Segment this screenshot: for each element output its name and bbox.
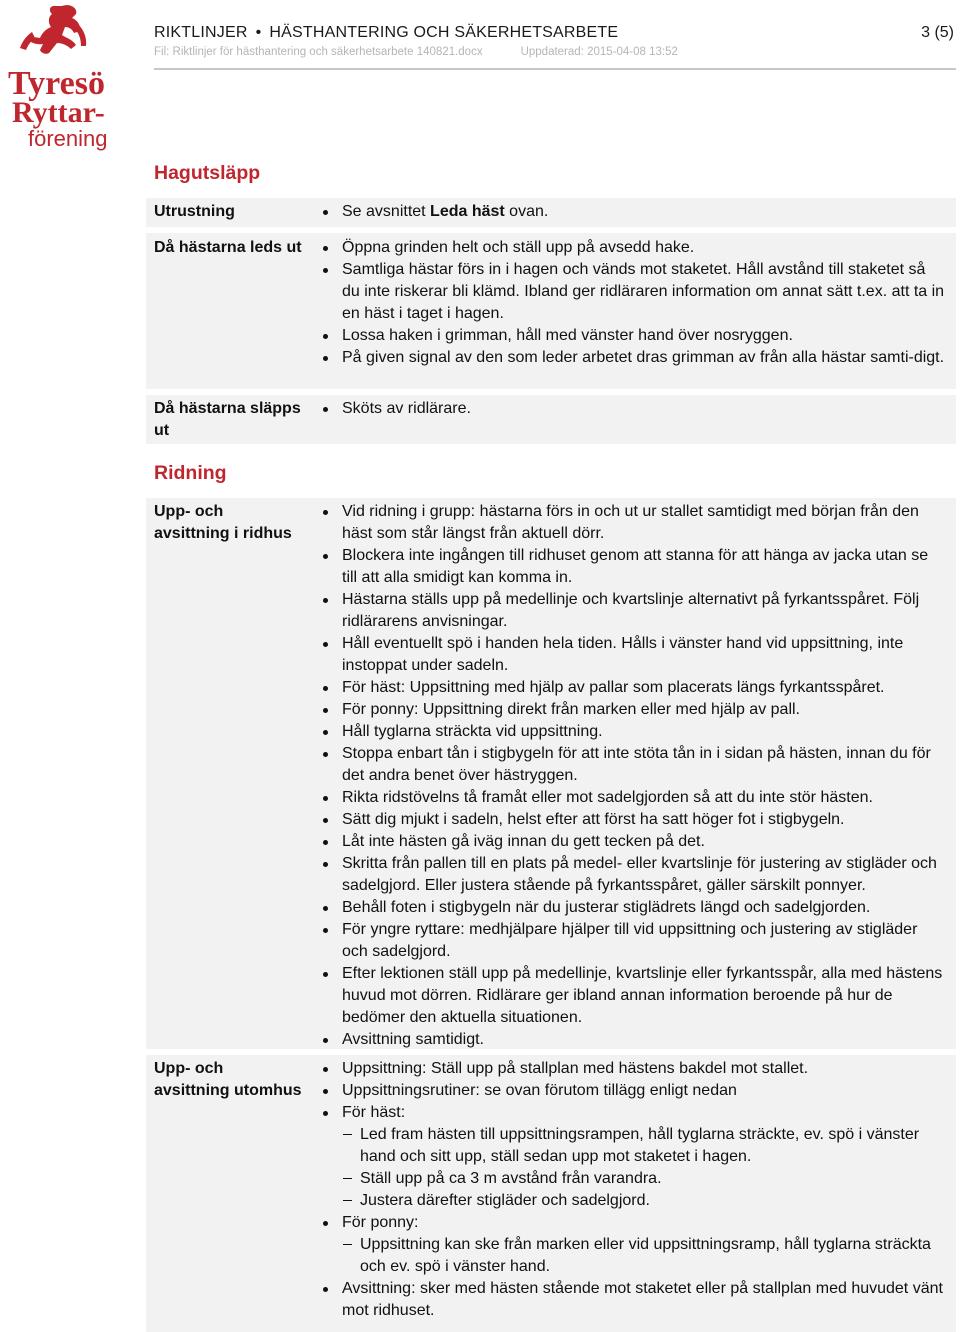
list-item: Sköts av ridlärare. (322, 398, 946, 420)
row-label: Upp- och avsittning utomhus (154, 1060, 302, 1099)
row-content (308, 501, 956, 1049)
sub-list-item: Uppsittning kan ske från marken eller vid uppsittningsramp, håll tyglarna sträckta och ev. spö i vänster hand. (342, 1234, 946, 1278)
table-row (146, 1055, 956, 1332)
row-content (308, 237, 956, 389)
list-item: Blockera inte ingången till ridhuset genom att stanna för att hänga av jacka utan se till att alla smidigt kan komma in. (322, 545, 946, 589)
list-item: För yngre ryttare: medhjälpare hjälper till vid uppsittning och justering av stigläder och sadelgjord. (322, 919, 946, 963)
logo-text-tyreso: Tyresö (8, 65, 105, 102)
row-label: Då hästarna släpps ut (154, 400, 301, 439)
horse-rider-emblem (20, 5, 86, 54)
list-item: Låt inte hästen gå iväg innan du gett tecken på det. (322, 831, 946, 853)
sub-list-item: Justera därefter stigläder och sadelgjord. (342, 1190, 946, 1212)
header-divider (154, 68, 956, 70)
row-label: Upp- och avsittning i ridhus (154, 503, 292, 542)
section-heading-hagutslapp: Hagutsläpp (154, 162, 261, 184)
list-item: Håll eventuellt spö i handen hela tiden. Hålls i vänster hand vid uppsittning, inte instoppat under sadeln. (322, 633, 946, 677)
list-item: Sätt dig mjukt i sadeln, helst efter att först ha satt höger fot i stigbygeln. (322, 809, 946, 831)
list-item: Rikta ridstövelns tå framåt eller mot sadelgjorden så att du inte stör hästen. (322, 787, 946, 809)
list-item: För ponny: Uppsittning direkt från marken eller med hjälp av pall. (322, 699, 946, 721)
club-logo (2, 2, 124, 152)
row-content (308, 1058, 956, 1332)
title-part-2: HÄSTHANTERING OCH SÄKERHETSARBETE (269, 24, 619, 41)
table-row (146, 498, 956, 1049)
list-item: På given signal av den som leder arbetet dras grimman av från alla hästar samti-digt. (322, 347, 946, 369)
table-ridning (146, 498, 956, 1332)
table-row (146, 395, 956, 444)
row-content (308, 398, 956, 444)
sub-list-item: Ställ upp på ca 3 m avstånd från varandra. (342, 1168, 946, 1190)
list-item: Efter lektionen ställ upp på medellinje, kvartslinje eller fyrkantsspår, alla med hästens huvud mot dörren. Ridlärare ger ibland annan information beroende på hur de bedömer den aktuella situationen. (322, 963, 946, 1029)
list-item: Avsittning samtidigt. (322, 1029, 946, 1051)
table-hagutslapp (146, 198, 956, 450)
table-row (146, 198, 956, 227)
page-number: 3 (5) (921, 24, 954, 41)
row-label: Utrustning (154, 203, 235, 220)
list-item: Öppna grinden helt och ställ upp på avsedd hake. (322, 237, 946, 259)
file-meta (154, 46, 954, 58)
logo-text-ryttar: Ryttar- (12, 96, 105, 129)
logo-text-forening: förening (28, 126, 108, 151)
table-row (146, 233, 956, 389)
row-label: Då hästarna leds ut (154, 239, 302, 256)
list-item: Vid ridning i grupp: hästarna förs in och ut ur stallet samtidigt med början från den häst som står längst från aktuell dörr. (322, 501, 946, 545)
list-item: Uppsittning: Ställ upp på stallplan med hästens bakdel mot stallet. (322, 1058, 946, 1080)
document-title (154, 24, 618, 42)
list-item: För häst: Led fram hästen till uppsittningsrampen, håll tyglarna sträckte, ev. spö i vänster hand och sitt upp, ställ sedan upp mot staketet i hagen. Ställ upp på ca 3 m avstånd från varandra. Justera därefter stigläder och sadelgjord. (322, 1102, 946, 1212)
list-item: Se avsnittet Leda häst ovan. (322, 201, 946, 223)
list-item: Håll tyglarna sträckta vid uppsittning. (322, 721, 946, 743)
list-item: Uppsittningsrutiner: se ovan förutom tillägg enligt nedan (322, 1080, 946, 1102)
list-item: Avsittning: sker med hästen stående mot staketet eller på stallplan med huvudet vänt mot ridhuset. (322, 1278, 946, 1322)
list-item: Samtliga hästar förs in i hagen och vänds mot staketet. Håll avstånd till staketet så du inte riskerar bli klämd. Ibland ger ridläraren information om annat sätt t.ex. att ta in en häst i taget i hagen. (322, 259, 946, 325)
list-item: För ponny: Uppsittning kan ske från marken eller vid uppsittningsramp, håll tyglarna sträckta och ev. spö i vänster hand. (322, 1212, 946, 1278)
updated-date: Uppdaterad: 2015-04-08 13:52 (520, 46, 678, 58)
section-heading-ridning: Ridning (154, 462, 227, 484)
file-name: Fil: Riktlinjer för hästhantering och säkerhetsarbete 140821.docx (154, 46, 483, 58)
sub-list-item: Led fram hästen till uppsittningsrampen, håll tyglarna sträckte, ev. spö i vänster hand och sitt upp, ställ sedan upp mot staketet i hagen. (342, 1124, 946, 1168)
page-header (154, 24, 954, 58)
list-item: Lossa haken i grimman, håll med vänster hand över nosryggen. (322, 325, 946, 347)
title-part-1: RIKTLINJER (154, 24, 248, 41)
list-item: För häst: Uppsittning med hjälp av pallar som placerats längs fyrkantsspåret. (322, 677, 946, 699)
link-reference: Leda häst (430, 203, 505, 220)
title-separator: • (255, 24, 262, 41)
list-item: Skritta från pallen till en plats på medel- eller kvartslinje för justering av stigläder och sadelgjord. Eller justera stående på fyrkantsspåret, gäller särskilt ponnyer. (322, 853, 946, 897)
row-content (308, 201, 956, 227)
list-item: Behåll foten i stigbygeln när du justerar stiglädrets längd och sadelgjorden. (322, 897, 946, 919)
list-item: Stoppa enbart tån i stigbygeln för att inte stöta tån in i sidan på hästen, innan du för det andra benet över hästryggen. (322, 743, 946, 787)
list-item: Hästarna ställs upp på medellinje och kvartslinje alternativt på fyrkantsspåret. Följ ridlärarens anvisningar. (322, 589, 946, 633)
